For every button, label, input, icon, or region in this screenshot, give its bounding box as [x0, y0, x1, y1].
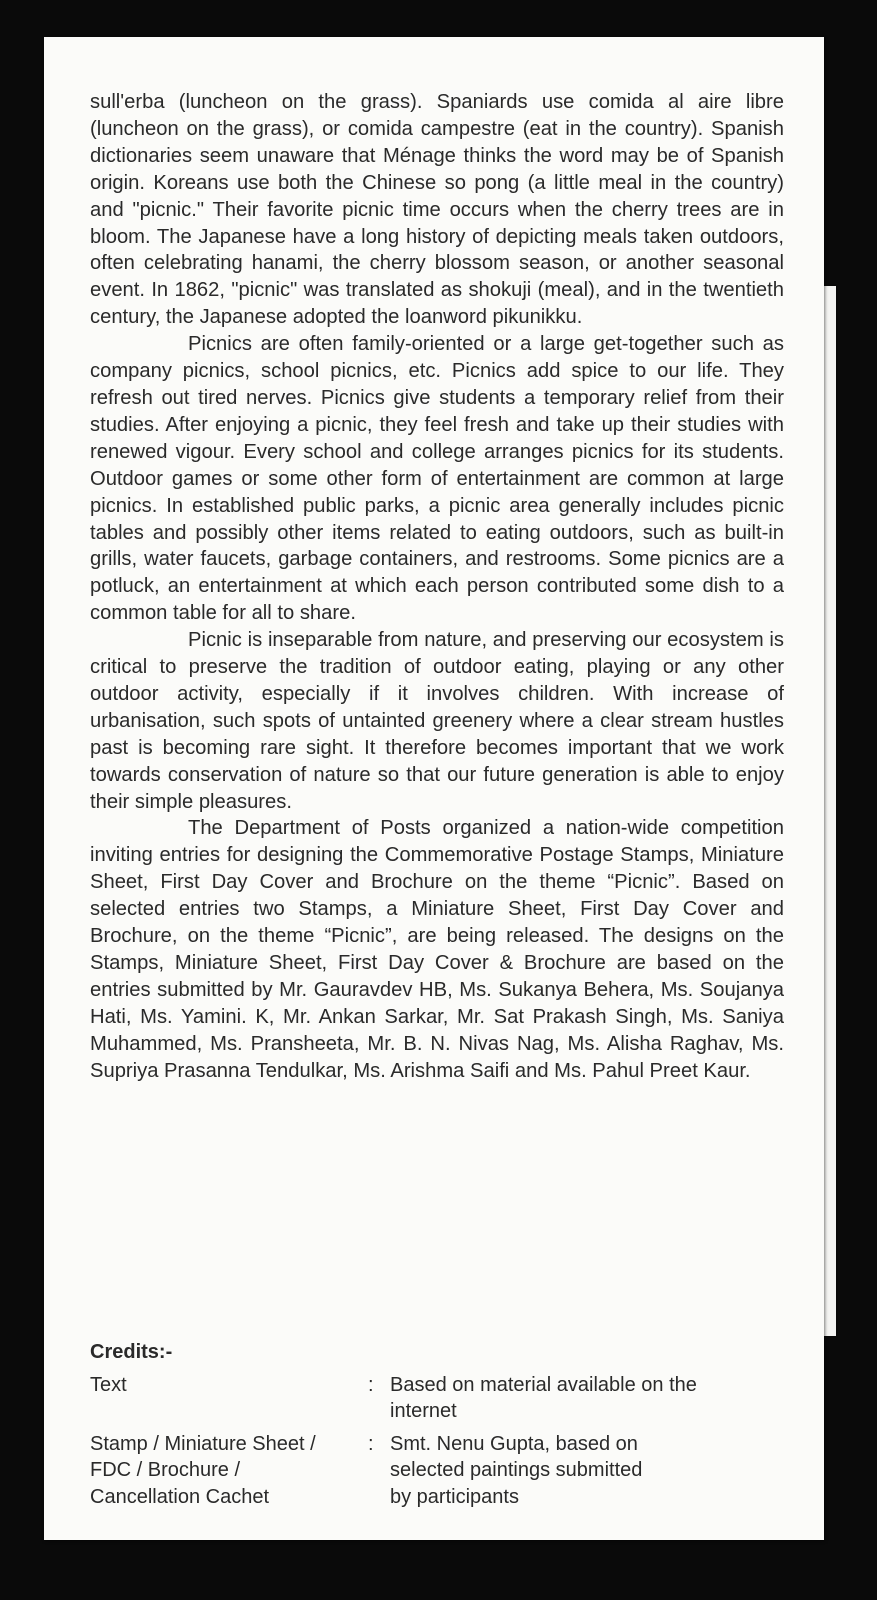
credit-colon: :: [368, 1432, 374, 1455]
credit-value-line: Based on material available on the: [390, 1373, 697, 1396]
brochure-page: [44, 37, 824, 1540]
credit-label: [90, 1431, 368, 1511]
credit-row-design: [90, 1431, 790, 1511]
credit-label-line: Text: [90, 1373, 127, 1396]
credit-value-line: Smt. Nenu Gupta, based on: [390, 1432, 638, 1455]
credit-row-text: [90, 1372, 790, 1425]
credit-label-line: Stamp / Miniature Sheet /: [90, 1432, 316, 1455]
credit-value-line: selected paintings submitted: [390, 1459, 643, 1481]
credit-value: [390, 1431, 780, 1511]
body-text: [90, 89, 784, 1085]
credit-label-line: Cancellation Cachet: [90, 1485, 269, 1508]
credit-value-line: internet: [390, 1400, 457, 1422]
credits-heading: Credits:-: [90, 1341, 173, 1363]
paragraph-3: Picnic is inseparable from nature, and preserving our ecosystem is critical to preserve the tradition of outdoor eating, playing or any other outdoor activity, especially if it involves children. With increase of urbanisation, such spots of untainted greenery where a clear stream hustles past is becoming rare sight. It therefore becomes important that we work towards conservation of nature so that our future generation is able to enjoy their simple pleasures.: [90, 629, 784, 813]
paragraph-2: Picnics are often family-oriented or a large get-together such as company picnics, school picnics, etc. Picnics add spice to our life. They refresh out tired nerves. Picnics give students a temporary relief from their studies. After enjoying a picnic, they feel fresh and take up their studies with renewed vigour. Every school and college arranges picnics for its students. Outdoor games or some other form of entertainment are common at large picnics. In established public parks, a picnic area generally includes picnic tables and possibly other items related to eating outdoors, such as built-in grills, water faucets, garbage containers, and restrooms. Some picnics are a potluck, an entertainment at which each person contributed some dish to a common table for all to share.: [90, 333, 784, 625]
credit-label-line: FDC / Brochure /: [90, 1459, 241, 1481]
credit-value: [390, 1372, 780, 1425]
credits-section: [90, 1339, 790, 1516]
credit-colon: :: [368, 1373, 374, 1396]
credit-value-line: by participants: [390, 1485, 519, 1508]
credit-label: [90, 1372, 368, 1425]
paragraph-1: sull'erba (luncheon on the grass). Spaniards use comida al aire libre (luncheon on the grass), or comida campestre (eat in the country). Spanish dictionaries seem unaware that Ménage thinks the word may be of Spanish origin. Koreans use both the Chinese so pong (a little meal in the country) and "picnic." Their favorite picnic time occurs when the cherry trees are in bloom. The Japanese have a long history of depicting meals taken outdoors, often celebrating hanami, the cherry blossom season, or another seasonal event. In 1862, "picnic" was translated as shokuji (meal), and in the twentieth century, the Japanese adopted the loanword pikunikku.: [90, 91, 784, 329]
paragraph-4: The Department of Posts organized a nation-wide competition inviting entries for designing the Commemorative Postage Stamps, Miniature Sheet, First Day Cover and Brochure on the theme “Picnic”. Based on selected entries two Stamps, a Miniature Sheet, First Day Cover and Brochure, on the theme “Picnic”, are being released. The designs on the Stamps, Miniature Sheet, First Day Cover & Brochure are based on the entries submitted by Mr. Gauravdev HB, Ms. Sukanya Behera, Ms. Soujanya Hati, Ms. Yamini. K, Mr. Ankan Sarkar, Mr. Sat Prakash Singh, Ms. Saniya Muhammed, Ms. Pransheeta, Mr. B. N. Nivas Nag, Ms. Alisha Raghav, Ms. Supriya Prasanna Tendulkar, Ms. Arishma Saifi and Ms. Pahul Preet Kaur.: [90, 817, 784, 1082]
